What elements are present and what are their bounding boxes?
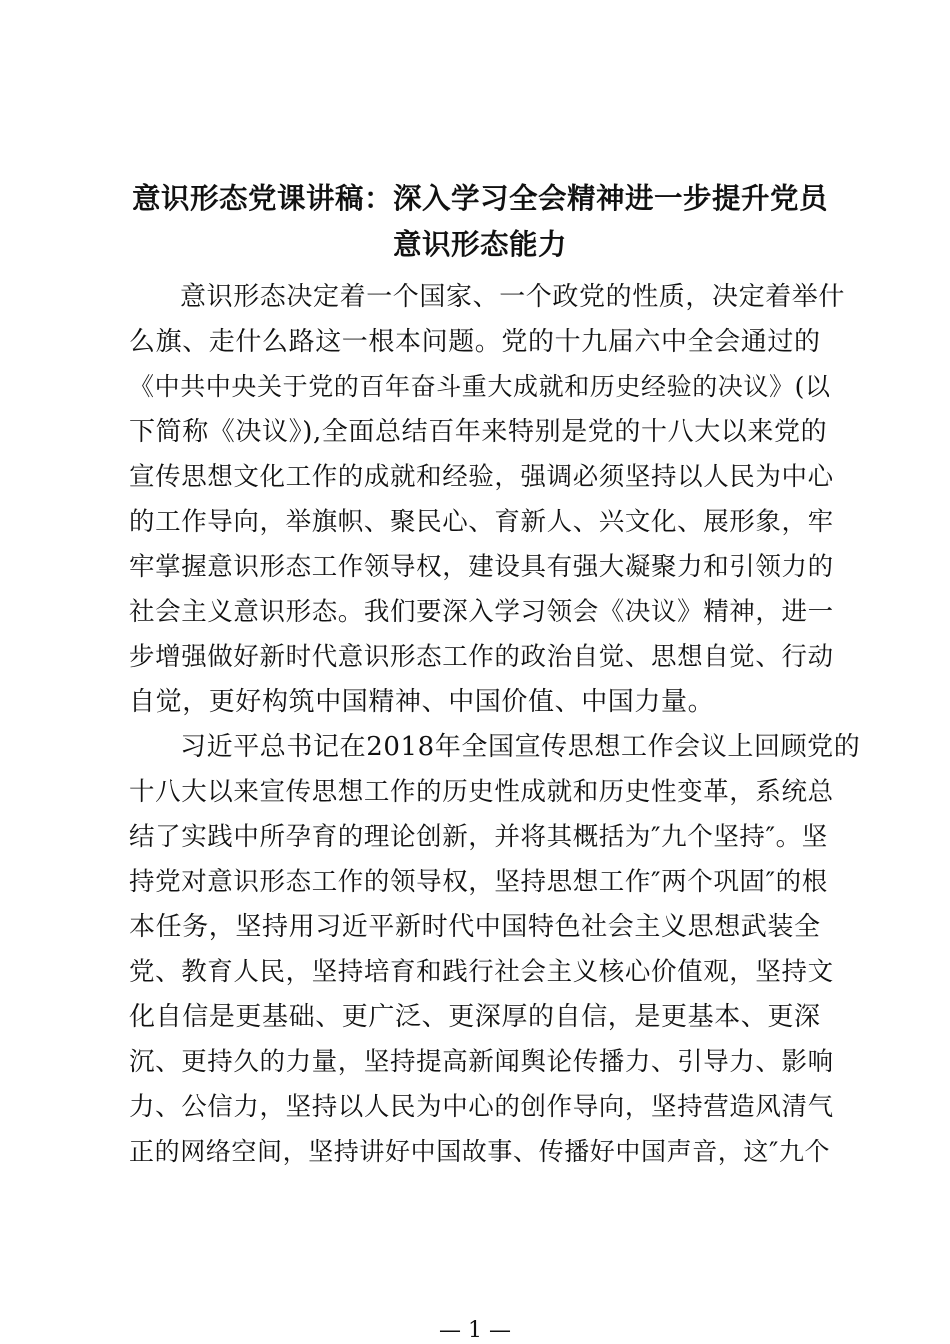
paragraph-2-line-1: 习近平总书记在2018年全国宣传思想工作会议上回顾党的 [180, 732, 861, 762]
page-number: — 1 — [439, 1318, 511, 1343]
paragraph-1-line-2: 么旗、走什么路这一根本问题。党的十九届六中全会通过的 [129, 327, 821, 357]
paragraph-2-line-7: 化自信是更基础、更广泛、更深厚的自信，是更基本、更深 [129, 1002, 821, 1032]
paragraph-1-line-8: 社会主义意识形态。我们要深入学习领会《决议》精神，进一 [129, 597, 834, 627]
paragraph-1-line-1: 意识形态决定着一个国家、一个政党的性质，决定着举什 [180, 282, 846, 312]
paragraph-1-line-6: 的工作导向，举旗帜、聚民心、育新人、兴文化、展形象，牢 [129, 507, 834, 537]
paragraph-1-line-10: 自觉，更好构筑中国精神、中国价值、中国力量。 [129, 687, 715, 717]
document-title-line-2: 意识形态能力 [392, 228, 567, 261]
paragraph-2-line-5: 本任务，坚持用习近平新时代中国特色社会主义思想武装全 [129, 912, 821, 942]
paragraph-2-line-4: 持党对意识形态工作的领导权，坚持思想工作″两个巩固″的根 [129, 867, 828, 897]
paragraph-1-line-4: 下简称《决议》),全面总结百年来特别是党的十八大以来党的 [129, 417, 828, 447]
paragraph-2-line-10: 正的网络空间，坚持讲好中国故事、传播好中国声音，这″九个 [129, 1137, 831, 1166]
paragraph-2-line-9: 力、公信力，坚持以人民为中心的创作导向，坚持营造风清气 [129, 1092, 834, 1122]
document-title-line-1: 意识形态党课讲稿：深入学习全会精神进一步提升党员 [131, 182, 828, 215]
paragraph-2-line-2: 十八大以来宣传思想工作的历史性成就和历史性变革，系统总 [129, 777, 834, 807]
paragraph-2-line-3: 结了实践中所孕育的理论创新，并将其概括为″九个坚持″。坚 [129, 822, 828, 852]
paragraph-2-line-6: 党、教育人民，坚持培育和践行社会主义核心价值观，坚持文 [129, 957, 834, 987]
paragraph-1-line-3: 《中共中央关于党的百年奋斗重大成就和历史经验的决议》(以 [129, 372, 831, 401]
paragraph-1-line-7: 牢掌握意识形态工作领导权，建设具有强大凝聚力和引领力的 [129, 552, 834, 582]
paragraph-1-line-9: 步增强做好新时代意识形态工作的政治自觉、思想自觉、行动 [129, 642, 834, 672]
paragraph-1-line-5: 宣传思想文化工作的成就和经验，强调必须坚持以人民为中心 [129, 462, 834, 492]
paragraph-2-line-8: 沉、更持久的力量，坚持提高新闻舆论传播力、引导力、影响 [129, 1047, 834, 1077]
